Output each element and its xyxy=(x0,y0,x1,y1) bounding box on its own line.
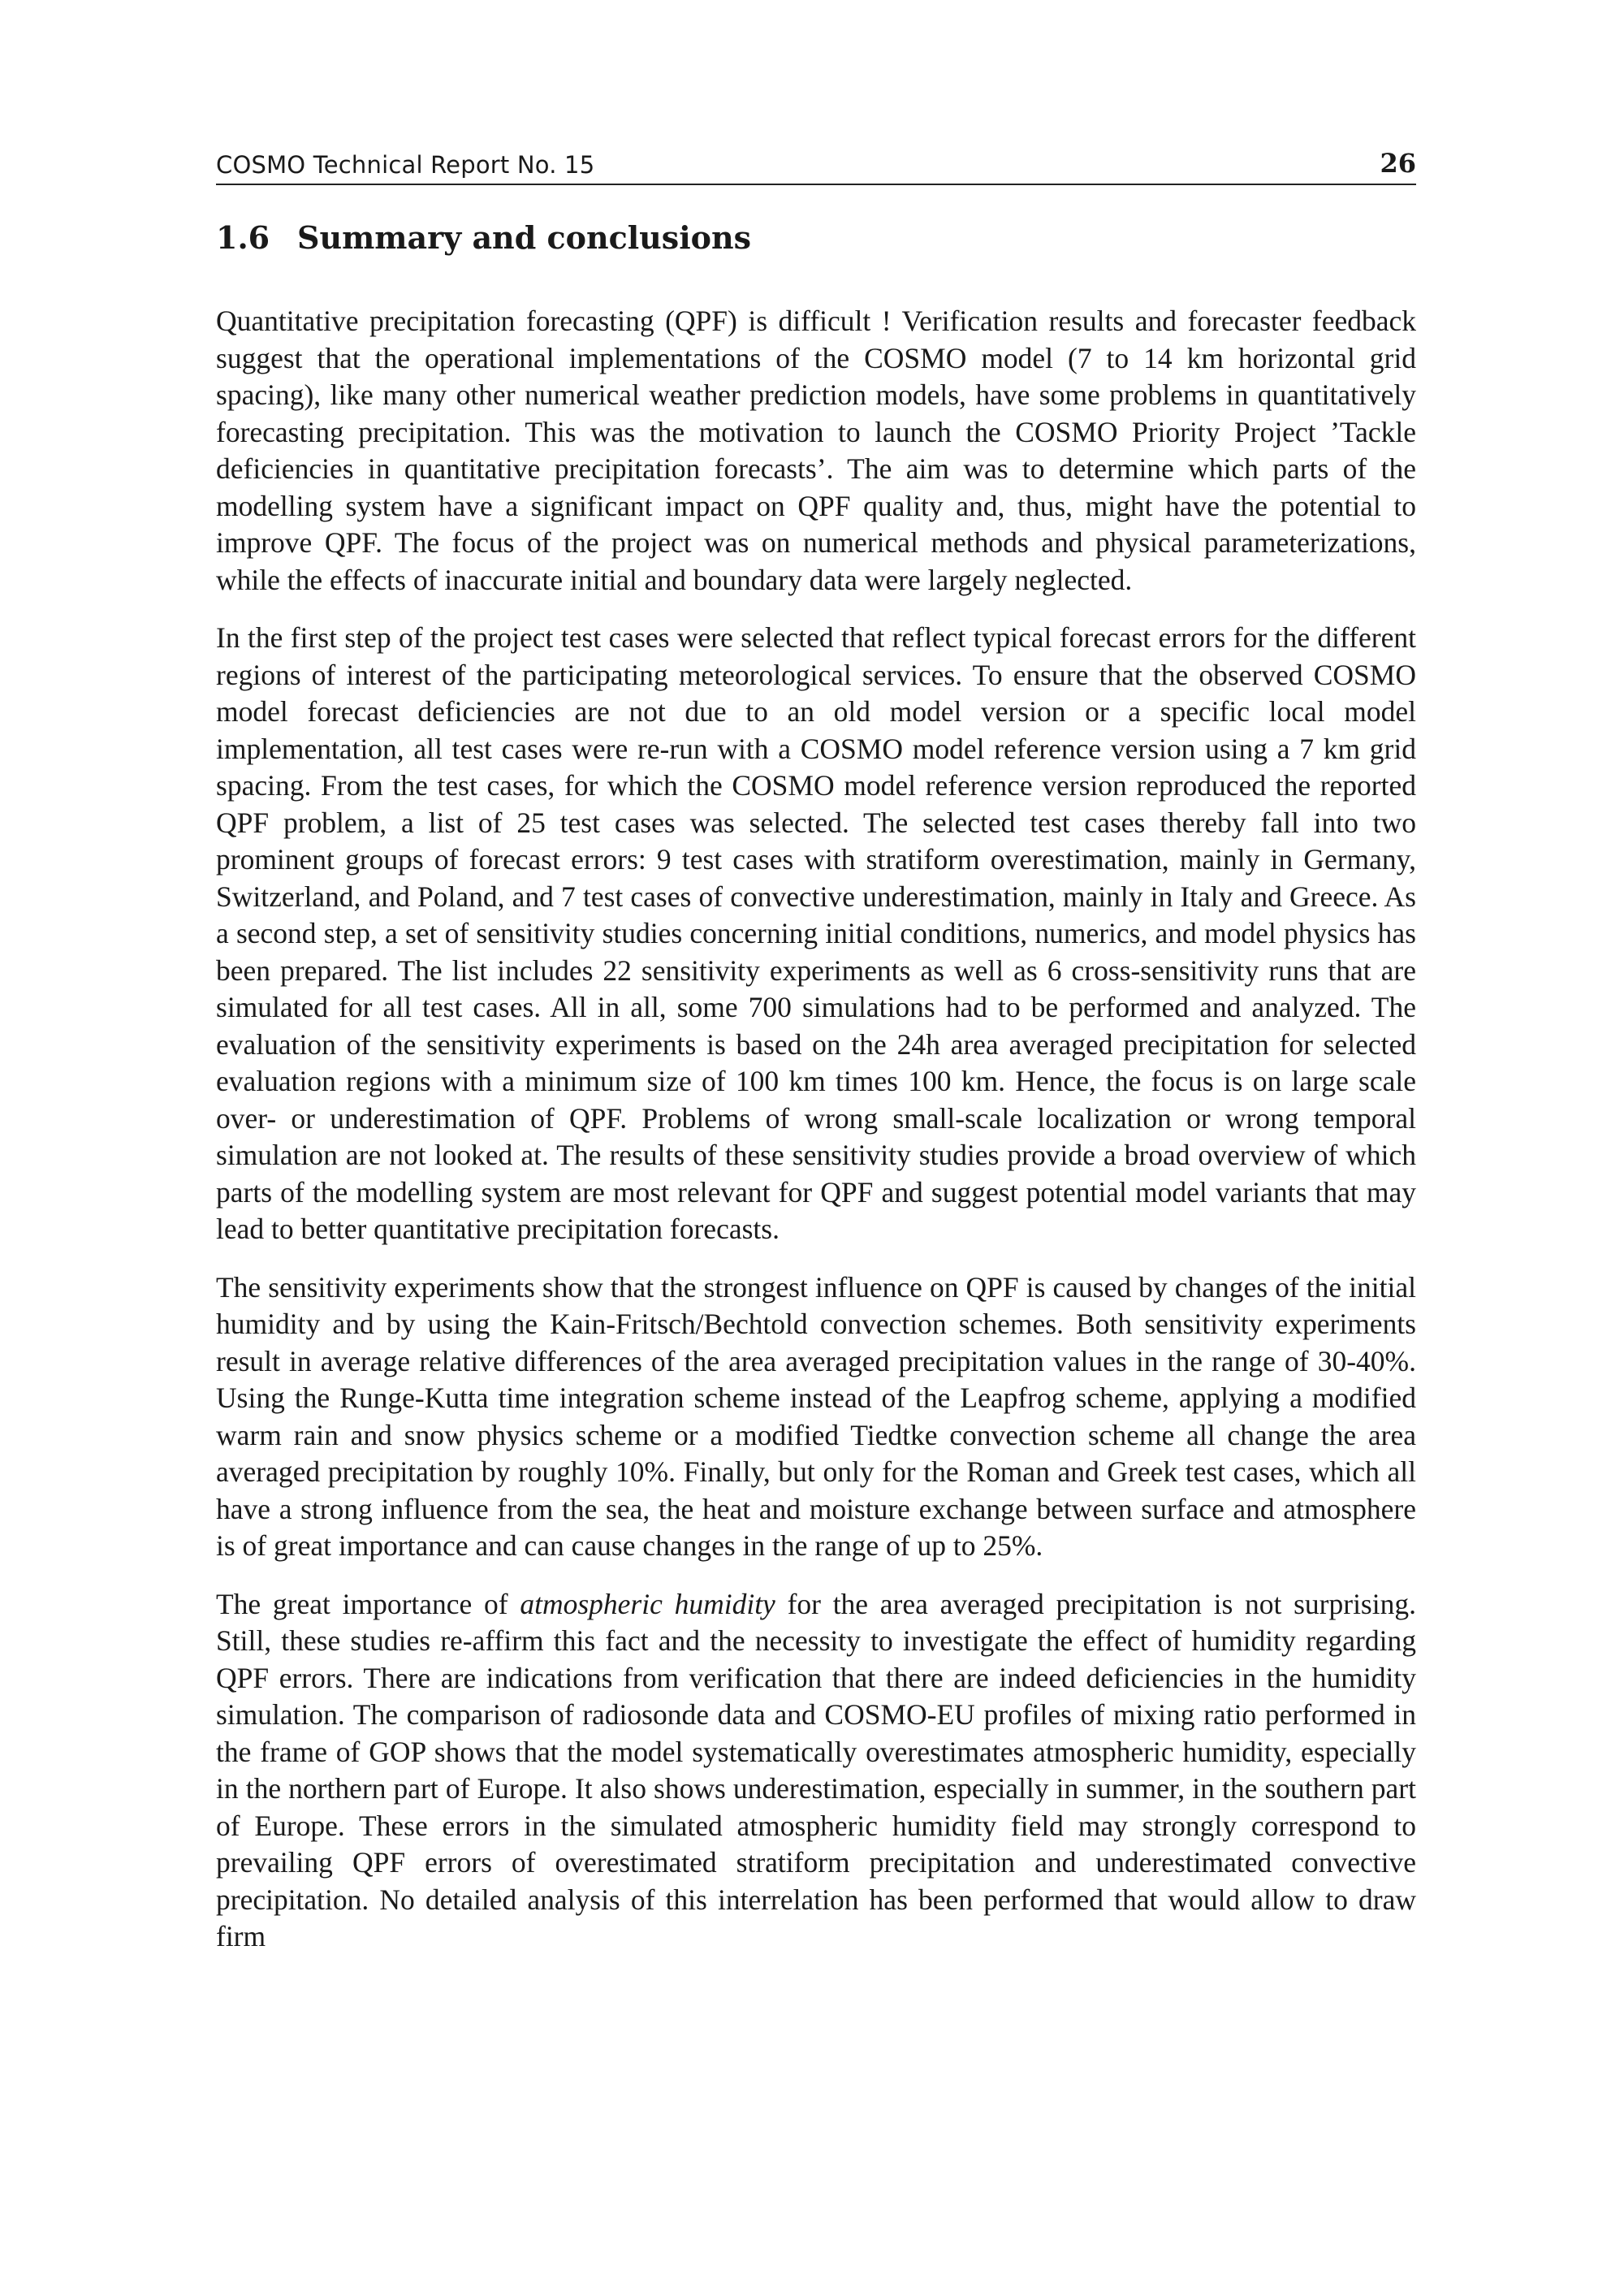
section-heading xyxy=(216,219,1416,256)
running-header xyxy=(216,143,1416,185)
paragraph-humidity xyxy=(216,1586,1416,1956)
paragraph-humidity-start: The great importance of xyxy=(216,1587,520,1620)
section-number: 1.6 xyxy=(216,219,270,256)
emphasis-atmospheric-humidity: atmospheric humidity xyxy=(520,1587,775,1620)
report-page xyxy=(216,143,1416,1977)
section-title: Summary and conclusions xyxy=(297,219,751,256)
paragraph-intro: Quantitative precipitation forecasting (QPF) is difficult ! Verification results and forecaster feedback suggest that the operational implementations of the COSMO model (7 to 14 km horizontal grid spacing), like many other numerical weather prediction models, have some problems in quantitatively forecasting precipitation. This was the motivation to launch the COSMO Priority Project ’Tackle deficiencies in quantitative precipitation forecasts’. The aim was to determine which parts of the modelling system have a significant impact on QPF quality and, thus, might have the potential to improve QPF. The focus of the project was on numerical methods and physical parameterizations, while the effects of inaccurate initial and boundary data were largely neglected. xyxy=(216,305,1416,596)
running-title: COSMO Technical Report No. 15 xyxy=(216,151,595,179)
paragraph-test-cases: In the first step of the project test cases were selected that reflect typical forecast errors for the different regions of interest of the participating meteorological services. To ensure that the observed COSMO model forecast deficiencies are not due to an old model version or a specific local model implementation, all test cases were re-run with a COSMO model reference version using a 7 km grid spacing. From the test cases, for which the COSMO model reference version reproduced the reported QPF problem, a list of 25 test cases was selected. The selected test cases thereby fall into two prominent groups of forecast errors: 9 test cases with stratiform overestimation, mainly in Germany, Switzerland, and Poland, and 7 test cases of convective underestimation, mainly in Italy and Greece. As a second step, a set of sensitivity studies concerning initial conditions, numerics, and model physics has been prepared. The list includes 22 sensitivity experiments as well as 6 cross-sensitivity runs that are simulated for all test cases. All in all, some 700 simulations had to be performed and analyzed. The evaluation of the sensitivity experiments is based on the 24h area averaged precipitation for selected evaluation regions with a minimum size of 100 km times 100 km. Hence, the focus is on large scale over- or underestimation of QPF. Problems of wrong small-scale localization or wrong temporal simulation are not looked at. The results of these sensitivity studies provide a broad overview of which parts of the modelling system are most relevant for QPF and suggest potential model variants that may lead to better quantitative precipitation forecasts. xyxy=(216,621,1416,1245)
paragraph-sensitivity-results: The sensitivity experiments show that the strongest influence on QPF is caused by changes of the initial humidity and by using the Kain-Fritsch/Bechtold convection schemes. Both sensitivity experiments result in average relative differences of the area averaged precipitation values in the range of 30-40%. Using the Runge-Kutta time integration scheme instead of the Leapfrog scheme, applying a modified warm rain and snow physics scheme or a modified Tiedtke convection scheme all change the area averaged precipitation by roughly 10%. Finally, but only for the Roman and Greek test cases, which all have a strong influence from the sea, the heat and moisture exchange between surface and atmosphere is of great importance and can cause changes in the range of up to 25%. xyxy=(216,1270,1416,1562)
page-number: 26 xyxy=(1380,148,1416,179)
paragraph-humidity-rest: for the area averaged precipitation is not surprising. Still, these studies re-affirm this fact and the necessity to investigate the effect of humidity regarding QPF errors. There are indications from verification that there are indeed deficiencies in the humidity simulation. The comparison of radiosonde data and COSMO-EU profiles of mixing ratio performed in the frame of GOP shows that the model systematically overestimates atmospheric humidity, especially in the northern part of Europe. It also shows underestimation, especially in summer, in the southern part of Europe. These errors in the simulated atmospheric humidity field may strongly correspond to prevailing QPF errors of overestimated stratiform precipitation and underestimated convective precipitation. No detailed analysis of this interrelation has been performed that would allow to draw firm xyxy=(216,1587,1416,1952)
section-body xyxy=(216,303,1416,1956)
